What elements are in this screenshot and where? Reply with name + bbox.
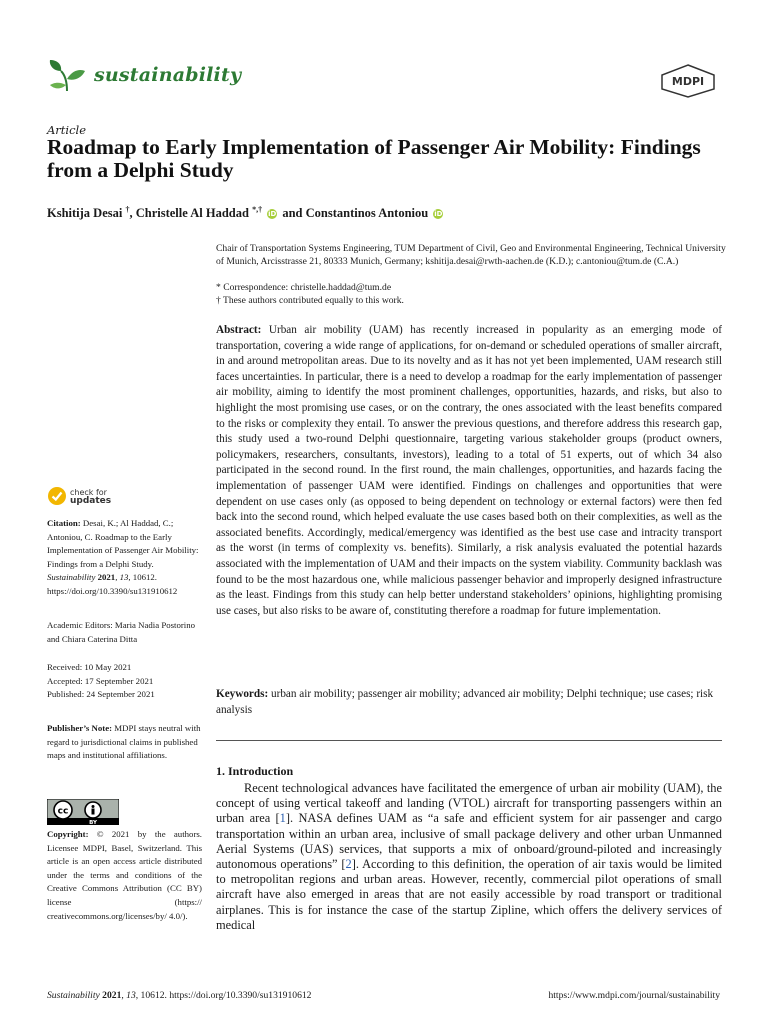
orcid-icon[interactable]: iD: [434, 210, 443, 219]
publisher-name: MDPI: [671, 75, 705, 88]
published-date: Published: 24 September 2021: [47, 689, 155, 700]
citation-doi-link[interactable]: , 10612. https://doi.org/10.3390/su131910612: [47, 572, 178, 596]
author-separator: ,: [129, 206, 133, 221]
check-updates-line: updates: [70, 496, 112, 506]
keywords-text: urban air mobility; passenger air mobility; advanced air mobility; Delphi technique; use cases; risk analysis: [216, 688, 714, 716]
footer-year: 2021: [102, 990, 122, 1001]
citation-label: Citation:: [47, 518, 81, 528]
article-title: Roadmap to Early Implementation of Passenger Air Mobility: Findings from a Delphi Study: [47, 135, 701, 182]
abstract-text: Urban air mobility (UAM) has recently increased in popularity as an emerging mode of transportation, covering a wide range of applications, for on-demand or scheduled operations of smaller aircraft, in and around metropolitan areas. Due to its novelty and as it has not yet been implemented, UAM research still faces uncertainties. In particular, there is a need to develop a roadmap for the early implementation of passenger air mobility, aiming to identify the most prominent challenges, opportunities, hazards, and risks, but also to highlight the most promising use cases, or on the contrary, the ones associated with the least benefits compared to the risks or complexity they entail. To answer the previous questions, and therefore address this research gap, this study used a two-round Delphi questionnaire, targeting various stakeholder groups (product owners, policymakers, researchers, consultants, investors), leading to a total of 51 experts, out of which 34 also participated in the second round. In the first round, the main challenges, opportunities, and hazards facing the implementation of passenger UAM were identified. Findings on challenges and opportunities that were dependent on use cases only (as opposed to being dependent on technology or external factors) were then fed back into the second round, which helped evaluate the use cases based both on their complexities, as well as the associated benefits. Accordingly, medical/emergency was identified as the best use case and intracity transport as the worst (in terms of complexity vs. benefits). Similarly, a risk analysis evaluated the potential hazards associated with the implementation of UAM and their impacts on the system viability. Community backlash was found to be the most hazardous one, while malicious passenger behavior and improperly designed infrastructure as the least. Findings from this study can help better understand stakeholders’ opinions, highlighting promising use cases, but also risks to be aware of, constituting therefore a roadmap for future implementation.: [216, 324, 722, 617]
copyright-notice: [47, 828, 202, 923]
intro-text: Recent technological advances have facilitated the emergence of urban air mobility (UAM), the concept of using vertical takeoff and landing (VTOL) aircraft for transporting passengers within an urban area [: [216, 781, 722, 826]
intro-text: ]. According to this definition, the operation of air taxis would be limited to metropolitan regions and urban areas. However, recently, commercial pilot operations of small aircraft have also emerged in areas that are not easily accessible by road transport or traditional airplanes. This is for instance the case of the startup Zipline, which offers the delivery services of medical: [216, 857, 722, 932]
abstract-label: Abstract:: [216, 324, 262, 336]
orcid-icon[interactable]: iD: [268, 210, 277, 219]
keywords: [216, 687, 722, 718]
footer-citation: Sustainability 2021, 13, 10612. https://doi.org/10.3390/su131910612: [47, 990, 312, 1001]
cc-by-license-icon[interactable]: [47, 799, 119, 825]
abstract: [216, 323, 722, 619]
author-mark: *,†: [252, 205, 263, 214]
intro-text: ]. NASA defines UAM as “a safe and efficient system for air passenger and cargo transportation within an urban area, inclusive of small package delivery and other urban Unmanned Aerial Systems (UAS) services, that supports a mix of onboard/ground-piloted and increasingly autonomous operations” [: [216, 811, 722, 872]
check-for-updates-icon[interactable]: [47, 486, 67, 506]
citation-block: Citation: Desai, K.; Al Haddad, C.; Antoniou, C. Roadmap to the Early Implementation of Passenger Air Mobility: Findings from a Delphi Study. Sustainability 2021, 13, 10612. https://doi.org/10.3390/su131910612: [47, 518, 199, 596]
author-separator: and: [282, 206, 303, 221]
accepted-date: Accepted: 17 September 2021: [47, 675, 154, 686]
equal-contribution-note: † These authors contributed equally to this work.: [216, 295, 404, 306]
svg-text:cc: cc: [57, 806, 69, 817]
correspondence: * Correspondence: christelle.haddad@tum.de: [216, 282, 392, 293]
footer-volume: 13: [126, 990, 136, 1001]
citation-year: 2021: [97, 572, 116, 583]
keywords-label: Keywords:: [216, 688, 269, 700]
reference-link[interactable]: 2: [345, 857, 352, 872]
received-date: Received: 10 May 2021: [47, 662, 132, 672]
author-mark: †: [125, 205, 130, 214]
article-type: Article: [47, 123, 87, 137]
publisher-note-label: Publisher’s Note:: [47, 723, 113, 733]
sustainability-leaf-icon: [47, 59, 87, 93]
section-divider: [216, 740, 722, 741]
citation-journal: Sustainability: [47, 572, 96, 583]
mdpi-logo-icon: [658, 63, 718, 99]
publisher-note-text: MDPI stays neutral with regard to jurisdictional claims in published maps and institutional affiliations.: [47, 723, 201, 761]
reference-link[interactable]: 1: [279, 811, 286, 826]
publisher-note: [47, 722, 202, 763]
citation-volume: 13: [119, 572, 129, 583]
check-for-updates-button[interactable]: [70, 488, 111, 506]
cc-by-label: BY: [89, 820, 97, 825]
copyright-text: © 2021 by the authors. Licensee MDPI, Basel, Switzerland. This article is an open access article distributed under the terms and conditions of the Creative Commons Attribution (CC BY) license (https:// creativecommons.org/licenses/by/ 4.0/).: [47, 829, 202, 921]
journal-name: sustainability: [94, 64, 242, 86]
author-name[interactable]: Christelle Al Haddad: [135, 206, 249, 221]
introduction-paragraph: [216, 781, 722, 933]
author-list: [47, 205, 727, 221]
affiliation: Chair of Transportation Systems Engineering, TUM Department of Civil, Geo and Environmental Engineering, Technical University of Munich, Arcisstrasse 21, 80333 Munich, Germany; kshitija.desai@rwth-aachen.de (K.D.); c.antoniou@tum.de (C.A.): [216, 243, 726, 267]
check-updates-line: check for: [70, 488, 107, 497]
footer-journal-url[interactable]: https://www.mdpi.com/journal/sustainability: [548, 990, 720, 1001]
footer-journal: Sustainability: [47, 990, 100, 1001]
academic-editors: Academic Editors: Maria Nadia Postorino and Chiara Caterina Ditta: [47, 620, 196, 644]
copyright-label: Copyright:: [47, 829, 89, 839]
citation-text: Desai, K.; Al Haddad, C.; Antoniou, C. Roadmap to the Early Implementation of Passenger Air Mobility: Findings from a Delphi Study.: [47, 518, 199, 569]
author-name[interactable]: Kshitija Desai: [47, 206, 123, 221]
author-name[interactable]: Constantinos Antoniou: [305, 206, 429, 221]
footer-doi-link[interactable]: , 10612. https://doi.org/10.3390/su131910612: [135, 990, 312, 1001]
section-heading: 1. Introduction: [216, 764, 294, 778]
publication-dates: [47, 661, 202, 702]
